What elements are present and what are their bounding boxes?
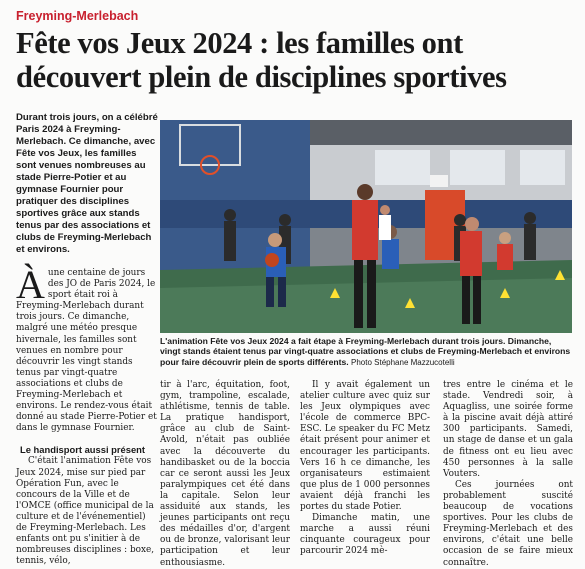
col3-paragraph-1: Il y avait également un atelier culture avec quiz sur les Jeux olympiques avec l'école de commerce BPC-ESC. Le speaker du FC Metz était présent pour animer et encourager les participants. Vers 16 h ce dimanche, les organisateurs estimaient que plus de 1 000 personnes avaient déjà franchi les portes du stade Potier.: [300, 380, 430, 513]
col2-text: tir à l'arc, équitation, foot, gym, trampoline, escalade, athlétisme, tennis de table. La pratique handisport, grâce au club de Saint-Avold, n'était pas oubliée avec la découverte du handibasket ou de la boccia car ce seront aussi les Jeux paralympiques cet été dans la capitale. Selon leur assiduité aux stands, les jeunes participants ont reçu des médailles d'or, d'argent ou de bronze, valorisant leur participation et leur enthousiasme.: [160, 380, 290, 568]
col4-paragraph-2: Ces journées ont probablement suscité beaucoup de vocations sportives. Pour les clubs de Freyming-Merlebach et des environs, c'était une belle occasion de se faire mieux connaître.: [443, 479, 573, 568]
dropcap: À: [16, 262, 45, 307]
lead-text: une centaine de jours des JO de Paris 2024, le sport était roi à Freyming-Merlebach durant trois jours. Ce dimanche, malgré une météo presque hivernale, les familles sont venues en nombre pour découvrir les vingt stands tenus par vingt-quatre associations et clubs de Freyming-Merlebach et environs. Le rendez-vous était donné au stade Pierre-Potier et dans le gymnase Fournier.: [16, 268, 157, 434]
col4-paragraph-1: tres entre le cinéma et le stade. Vendredi soir, à Aquagliss, une soirée forme à la piscine avait déjà attiré 300 participants. Samedi, un stage de danse et un gala de fitness ont eu lieu avec 450 personnes à la salle Vouters.: [443, 380, 573, 479]
col1-text: C'était l'animation Fête vos Jeux 2024, mise sur pied par Opération Fun, avec le concours de la Ville et de l'OMCE (office municipal de la culture et de l'événementiel) de Freyming-Merlebach. Les enfants ont pu s'initier à de nombreuses disciplines : boxe, tennis, vélo,: [16, 456, 155, 567]
article-photo: [160, 120, 572, 333]
col3-paragraph-2: Dimanche matin, une marche a aussi réuni cinquante courageux pour parcourir 2024 mè-: [300, 513, 430, 557]
headline-line-1: Fête vos Jeux 2024 : les familles ont: [16, 26, 463, 60]
chapo: Durant trois jours, on a célébré Paris 2024 à Freyming-Merlebach. Ce dimanche, avec Fête vos Jeux, les familles sont venues nombreuses au stade Pierre-Potier et au gymnase Fournier pour pratiquer des disciplines sportives grâce aux stands tenus par des associations et clubs de Freyming-Merlebach et environs.: [16, 112, 158, 255]
column-2: [160, 380, 290, 569]
left-column: [16, 112, 158, 567]
headline: [16, 26, 576, 94]
headline-line-2: découvert plein de disciplines sportives: [16, 60, 507, 94]
column-4: [443, 380, 573, 569]
subhead: Le handisport aussi présent: [20, 444, 146, 456]
photo-credit: Photo Stéphane Mazzucotelli: [351, 357, 455, 367]
caption-text: L'animation Fête vos Jeux 2024 a fait étape à Freyming-Merlebach durant trois jours. Dimanche, vingt stands étaient tenus par vingt-quatre associations et clubs de Freyming-Merlebach et environs pour faire découvrir plein de sports différents.: [160, 336, 571, 367]
photo-caption: [160, 336, 574, 368]
gym-scene-illustration: [160, 120, 572, 333]
lead-paragraph: [16, 262, 158, 434]
column-3: [300, 380, 430, 558]
kicker-location: Freyming-Merlebach: [16, 9, 139, 23]
